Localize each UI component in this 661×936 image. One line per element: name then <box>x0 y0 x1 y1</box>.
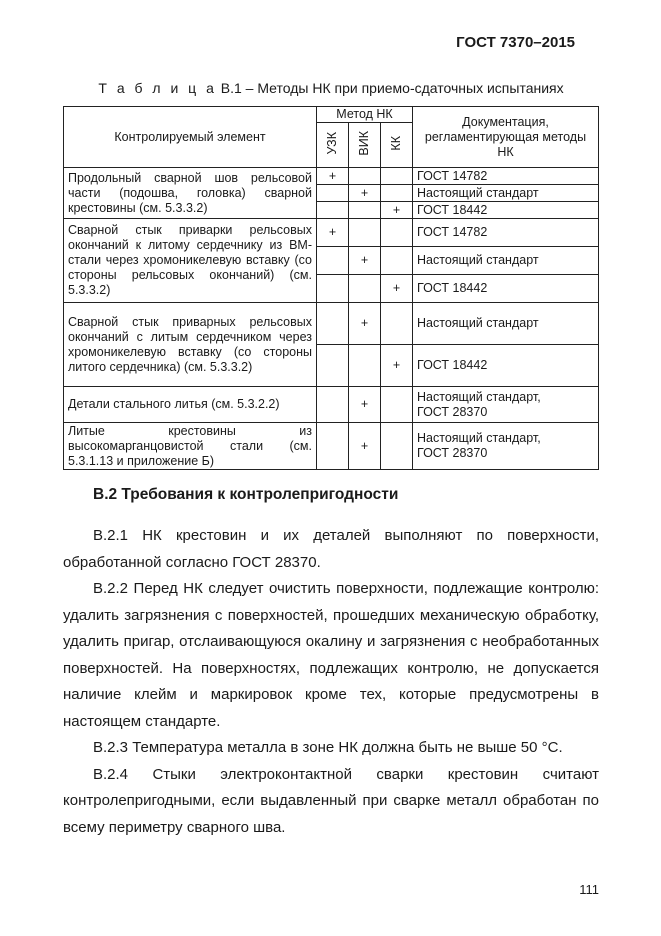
method-mark-cell <box>317 185 349 202</box>
header-controlled-element: Контролируемый элемент <box>64 107 317 168</box>
method-mark-cell: + <box>381 275 413 303</box>
method-mark-cell <box>349 219 381 247</box>
method-mark-cell: + <box>349 423 381 470</box>
table-caption <box>63 80 599 96</box>
method-mark-cell <box>349 202 381 219</box>
methods-table-body <box>64 168 599 470</box>
header-documentation: Документация, регламентирующая методы НК <box>413 107 599 168</box>
documentation-cell: ГОСТ 18442 <box>413 202 599 219</box>
method-mark-cell: + <box>349 303 381 345</box>
documentation-cell: Настоящий стандарт <box>413 303 599 345</box>
header-method-group: Метод НК <box>317 107 413 123</box>
method-mark-cell <box>349 168 381 185</box>
method-mark-cell: + <box>381 202 413 219</box>
method-mark-cell <box>317 275 349 303</box>
documentation-cell: ГОСТ 14782 <box>413 168 599 185</box>
paragraph-b22: В.2.2 Перед НК следует очистить поверхности, подлежащие контролю: удалить загрязнения с поверхностей, прошедших механическую обработку, удалить пригар, отслаивающуюся окалину и загрязнения с необработанных поверхностей. На поверхностях, подлежащих контролю, не допускается наличие клейм и маркировок кроме тех, которые предусмотрены в настоящем стандарте. <box>63 580 599 730</box>
method-mark-cell <box>381 185 413 202</box>
documentation-cell: Настоящий стандарт <box>413 185 599 202</box>
controlled-element-cell: Продольный сварной шов рельсовой части (подошва, головка) сварной крестовины (см. 5.3.3.2) <box>64 168 317 219</box>
method-mark-cell <box>317 247 349 275</box>
header-method-uzk: УЗК <box>317 123 349 168</box>
table-row <box>64 168 599 185</box>
methods-table <box>63 106 599 470</box>
section-title: В.2 Требования к контролепригодности <box>93 486 399 503</box>
document-code: ГОСТ 7370–2015 <box>456 34 575 51</box>
controlled-element-cell: Сварной стык приварных рельсовых окончаний с литым сердечником через хромоникелевую вставку (со стороны литого сердечника) (см. 5.3.3.2) <box>64 303 317 387</box>
table-row <box>64 423 599 470</box>
header-method-vik: ВИК <box>349 123 381 168</box>
method-mark-cell: + <box>317 219 349 247</box>
documentation-cell: ГОСТ 18442 <box>413 345 599 387</box>
method-mark-cell: + <box>349 247 381 275</box>
controlled-element-cell: Сварной стык приварки рельсовых окончаний к литому сердечнику из ВМ-стали через хромоникелевую вставку (со стороны рельсовых окончаний) (см. 5.3.3.2) <box>64 219 317 303</box>
method-mark-cell: + <box>381 345 413 387</box>
method-mark-cell <box>381 303 413 345</box>
documentation-cell: Настоящий стандарт, ГОСТ 28370 <box>413 387 599 423</box>
paragraph-b21: В.2.1 НК крестовин и их деталей выполняют по поверхности, обработанной согласно ГОСТ 28370. <box>63 527 599 571</box>
header-method-kk: КК <box>381 123 413 168</box>
method-mark-cell <box>349 275 381 303</box>
method-mark-cell: + <box>317 168 349 185</box>
method-mark-cell <box>317 387 349 423</box>
method-mark-cell: + <box>349 387 381 423</box>
documentation-cell: ГОСТ 14782 <box>413 219 599 247</box>
paragraph-b24: В.2.4 Стыки электроконтактной сварки крестовин считают контролепригодными, если выдавленный при сварке металл обработан по всему периметру сварного шва. <box>63 765 599 836</box>
controlled-element-cell: Литые крестовины из высокомарганцовистой стали (см. 5.3.1.13 и приложение Б) <box>64 423 317 470</box>
section-body <box>63 523 599 841</box>
method-mark-cell <box>317 423 349 470</box>
method-mark-cell <box>317 345 349 387</box>
method-mark-cell <box>349 345 381 387</box>
method-mark-cell <box>381 168 413 185</box>
method-mark-cell <box>381 219 413 247</box>
method-mark-cell <box>317 303 349 345</box>
page-number: 111 <box>579 882 599 897</box>
method-mark-cell <box>317 202 349 219</box>
table-row <box>64 387 599 423</box>
documentation-cell: Настоящий стандарт <box>413 247 599 275</box>
paragraph-b23: В.2.3 Температура металла в зоне НК должна быть не выше 50 °С. <box>93 739 563 756</box>
method-mark-cell <box>381 247 413 275</box>
method-mark-cell <box>381 387 413 423</box>
documentation-cell: ГОСТ 18442 <box>413 275 599 303</box>
table-row <box>64 219 599 247</box>
controlled-element-cell: Детали стального литья (см. 5.3.2.2) <box>64 387 317 423</box>
method-mark-cell: + <box>349 185 381 202</box>
table-caption-label: Т а б л и ц а <box>98 80 217 96</box>
table-row <box>64 303 599 345</box>
table-caption-text: В.1 – Методы НК при приемо-сдаточных испытаниях <box>216 80 564 96</box>
method-mark-cell <box>381 423 413 470</box>
documentation-cell: Настоящий стандарт, ГОСТ 28370 <box>413 423 599 470</box>
